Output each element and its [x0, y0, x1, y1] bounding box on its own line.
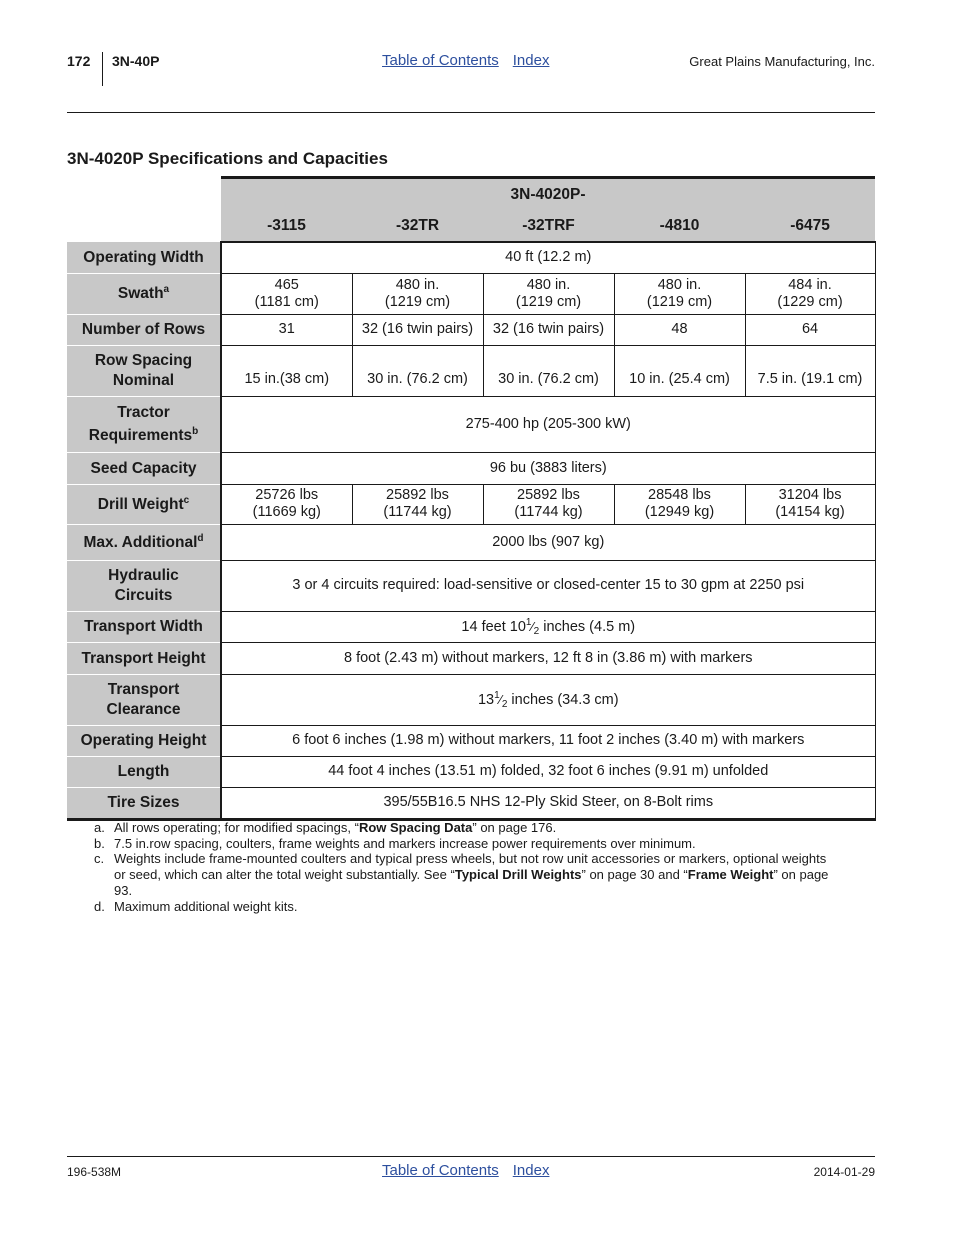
- table-header-model-row: [67, 209, 875, 242]
- table-row: [67, 560, 875, 611]
- model-header-4810: -4810: [614, 209, 745, 242]
- row-value: 30 in. (76.2 cm): [352, 345, 483, 396]
- footer-doc-number: 196-538M: [67, 1165, 122, 1179]
- row-value: 275-400 hp (205-300 kW): [221, 396, 875, 452]
- footer-index-link[interactable]: Index: [512, 1162, 550, 1179]
- row-value: 10 in. (25.4 cm): [614, 345, 745, 396]
- header-separator: [102, 52, 103, 86]
- table-row: [67, 314, 875, 345]
- row-value: 25892 lbs (11744 kg): [352, 484, 483, 524]
- row-value: 40 ft (12.2 m): [221, 242, 875, 273]
- row-value: 2000 lbs (907 kg): [221, 524, 875, 560]
- row-value: 48: [614, 314, 745, 345]
- model-group-header: 3N-4020P-: [221, 178, 875, 210]
- row-value: 6 foot 6 inches (1.98 m) without markers, 11 foot 2 inches (3.40 m) with markers: [221, 725, 875, 756]
- table-header-group-row: [67, 178, 875, 210]
- row-value: 32 (16 twin pairs): [352, 314, 483, 345]
- row-value: 484 in. (1229 cm): [745, 273, 875, 314]
- row-label: Max. Additional$^d$: [67, 524, 221, 560]
- model-header-3115: -3115: [221, 209, 352, 242]
- page-title: 3N-4020P Specifications and Capacities: [67, 149, 388, 168]
- row-value: 31: [221, 314, 352, 345]
- table-row: [67, 725, 875, 756]
- row-label: Transport Clearance: [67, 674, 221, 725]
- row-label: Tire Sizes: [67, 787, 221, 819]
- row-value: 14 feet $10^1⁄_2$ inches (4.5 m): [221, 611, 875, 642]
- row-value: 465 (1181 cm): [221, 273, 352, 314]
- header-blank-cell: [67, 178, 221, 210]
- table-row: [67, 674, 875, 725]
- footer-rule: [67, 1156, 875, 1157]
- model-header-6475: -6475: [745, 209, 875, 242]
- fraction: $^1⁄_2$: [525, 616, 540, 637]
- row-label: Drill Weight$^c$: [67, 484, 221, 524]
- row-label: Operating Width: [67, 242, 221, 273]
- model-header-32tr: -32TR: [352, 209, 483, 242]
- row-value: 25892 lbs (11744 kg): [483, 484, 614, 524]
- footer-nav: [382, 1162, 549, 1179]
- table-row: [67, 756, 875, 787]
- table-row: [67, 484, 875, 524]
- footnote-c: c. Weights include frame-mounted coulters and typical press wheels, but not row unit accessories or markers, optional weights or seed, which can alter the total weight substantially. See “Typical Drill Weights” on page 30 and “Frame Weight” on page 93.: [94, 851, 829, 898]
- fraction: $^1⁄_2$: [494, 689, 508, 710]
- table-row: [67, 642, 875, 674]
- row-value: 30 in. (76.2 cm): [483, 345, 614, 396]
- header-model: 3N-40P: [112, 53, 160, 69]
- row-label: Tractor Requirements$^b$: [67, 396, 221, 452]
- row-value: 96 bu (3883 liters): [221, 452, 875, 484]
- row-label: Number of Rows: [67, 314, 221, 345]
- row-value: 25726 lbs (11669 kg): [221, 484, 352, 524]
- row-value: 64: [745, 314, 875, 345]
- footnote-d: d. Maximum additional weight kits.: [94, 898, 298, 914]
- row-label: Transport Height: [67, 642, 221, 674]
- footnote-ref: b: [192, 426, 199, 437]
- row-value: $13^1⁄_2$ inches (34.3 cm): [221, 674, 875, 725]
- row-label: Length: [67, 756, 221, 787]
- row-value: 44 foot 4 inches (13.51 m) folded, 32 foot 6 inches (9.91 m) unfolded: [221, 756, 875, 787]
- footer-table-of-contents-link[interactable]: Table of Contents: [382, 1162, 499, 1179]
- row-label: Transport Width: [67, 611, 221, 642]
- row-value: 480 in. (1219 cm): [352, 273, 483, 314]
- header-company: Great Plains Manufacturing, Inc.: [689, 54, 875, 69]
- footnote-ref: d: [197, 532, 204, 544]
- header-rule: [67, 112, 875, 113]
- row-label: Operating Height: [67, 725, 221, 756]
- row-value: 31204 lbs (14154 kg): [745, 484, 875, 524]
- row-label: Row Spacing Nominal: [67, 345, 221, 396]
- footnotes: [94, 820, 839, 914]
- row-value: 395/55B16.5 NHS 12-Ply Skid Steer, on 8-Bolt rims: [221, 787, 875, 819]
- table-row: [67, 452, 875, 484]
- specifications-table: [67, 176, 876, 821]
- footnote-b: b. 7.5 in.row spacing, coulters, frame weights and markers increase power requirements over minimum.: [94, 835, 696, 851]
- table-row: [67, 524, 875, 560]
- table-row: [67, 611, 875, 642]
- page-number: 172: [67, 53, 91, 69]
- row-value: 480 in. (1219 cm): [614, 273, 745, 314]
- model-header-32trf: -32TRF: [483, 209, 614, 242]
- footnote-a: a. All rows operating; for modified spacings, “Row Spacing Data” on page 176.: [94, 820, 557, 835]
- table-row: [67, 273, 875, 314]
- row-value: 3 or 4 circuits required: load-sensitive or closed-center 15 to 30 gpm at 2250 psi: [221, 560, 875, 611]
- row-label: Hydraulic Circuits: [67, 560, 221, 611]
- index-link[interactable]: Index: [512, 52, 550, 69]
- row-label: Seed Capacity: [67, 452, 221, 484]
- footnote-ref: c: [183, 494, 190, 506]
- footer-date: 2014-01-29: [813, 1165, 875, 1179]
- header-nav: [382, 52, 549, 69]
- row-value: 480 in. (1219 cm): [483, 273, 614, 314]
- row-value: 8 foot (2.43 m) without markers, 12 ft 8 in (3.86 m) with markers: [221, 642, 875, 674]
- row-value: 15 in.(38 cm): [221, 345, 352, 396]
- row-value: 7.5 in. (19.1 cm): [745, 345, 875, 396]
- row-value: 28548 lbs (12949 kg): [614, 484, 745, 524]
- footnote-ref: a: [163, 284, 170, 295]
- table-row: [67, 787, 875, 819]
- table-row: [67, 345, 875, 396]
- row-value: 32 (16 twin pairs): [483, 314, 614, 345]
- row-label: Swath$^a$: [67, 273, 221, 314]
- table-of-contents-link[interactable]: Table of Contents: [382, 52, 499, 69]
- table-row: [67, 396, 875, 452]
- table-row: [67, 242, 875, 273]
- header-blank-cell: [67, 209, 221, 242]
